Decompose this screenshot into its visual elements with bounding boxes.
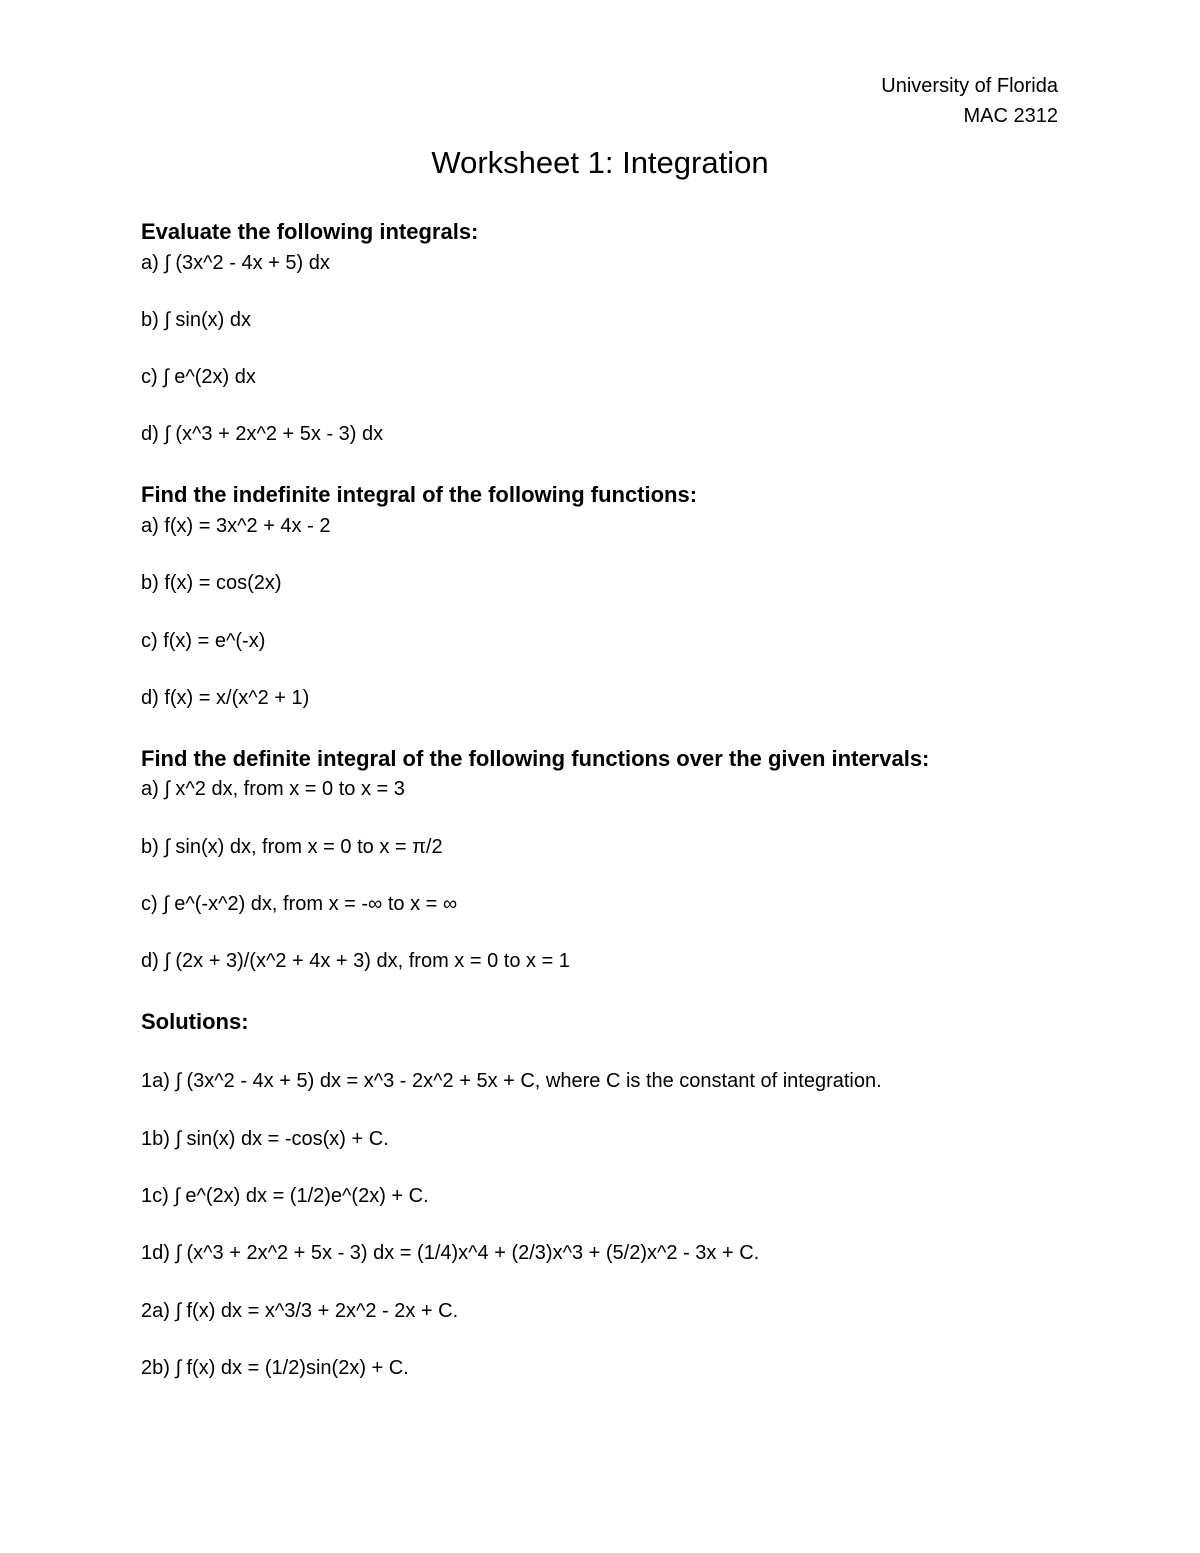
section-heading-definite: Find the definite integral of the following functions over the given intervals: <box>141 746 930 771</box>
problem-1c: c) ∫ e^(2x) dx <box>141 366 256 388</box>
section-heading-indefinite: Find the indefinite integral of the following functions: <box>141 482 698 507</box>
solution-1c: 1c) ∫ e^(2x) dx = (1/2)e^(2x) + C. <box>141 1185 429 1207</box>
problem-2d: d) f(x) = x/(x^2 + 1) <box>141 687 310 709</box>
problem-2c: c) f(x) = e^(-x) <box>141 630 266 652</box>
solution-1a: 1a) ∫ (3x^2 - 4x + 5) dx = x^3 - 2x^2 + 5x + C, where C is the constant of integration. <box>141 1070 882 1092</box>
solution-1b: 1b) ∫ sin(x) dx = -cos(x) + C. <box>141 1128 389 1150</box>
solution-2a: 2a) ∫ f(x) dx = x^3/3 + 2x^2 - 2x + C. <box>141 1300 459 1322</box>
institution-name: University of Florida <box>881 75 1058 97</box>
problem-2b: b) f(x) = cos(2x) <box>141 572 282 594</box>
problem-3b: b) ∫ sin(x) dx, from x = 0 to x = π/2 <box>141 836 443 858</box>
solution-2b: 2b) ∫ f(x) dx = (1/2)sin(2x) + C. <box>141 1357 409 1379</box>
section-heading-solutions: Solutions: <box>141 1009 249 1034</box>
problem-1a: a) ∫ (3x^2 - 4x + 5) dx <box>141 252 330 274</box>
problem-1d: d) ∫ (x^3 + 2x^2 + 5x - 3) dx <box>141 423 384 445</box>
problem-2a: a) f(x) = 3x^2 + 4x - 2 <box>141 515 331 537</box>
problem-3d: d) ∫ (2x + 3)/(x^2 + 4x + 3) dx, from x = 0 to x = 1 <box>141 950 570 972</box>
problem-3c: c) ∫ e^(-x^2) dx, from x = -∞ to x = ∞ <box>141 893 458 915</box>
problem-3a: a) ∫ x^2 dx, from x = 0 to x = 3 <box>141 778 405 800</box>
course-code: MAC 2312 <box>963 105 1058 127</box>
section-heading-evaluate: Evaluate the following integrals: <box>141 219 479 244</box>
page-title: Worksheet 1: Integration <box>431 145 769 180</box>
problem-1b: b) ∫ sin(x) dx <box>141 309 251 331</box>
solution-1d: 1d) ∫ (x^3 + 2x^2 + 5x - 3) dx = (1/4)x^4 + (2/3)x^3 + (5/2)x^2 - 3x + C. <box>141 1242 760 1264</box>
